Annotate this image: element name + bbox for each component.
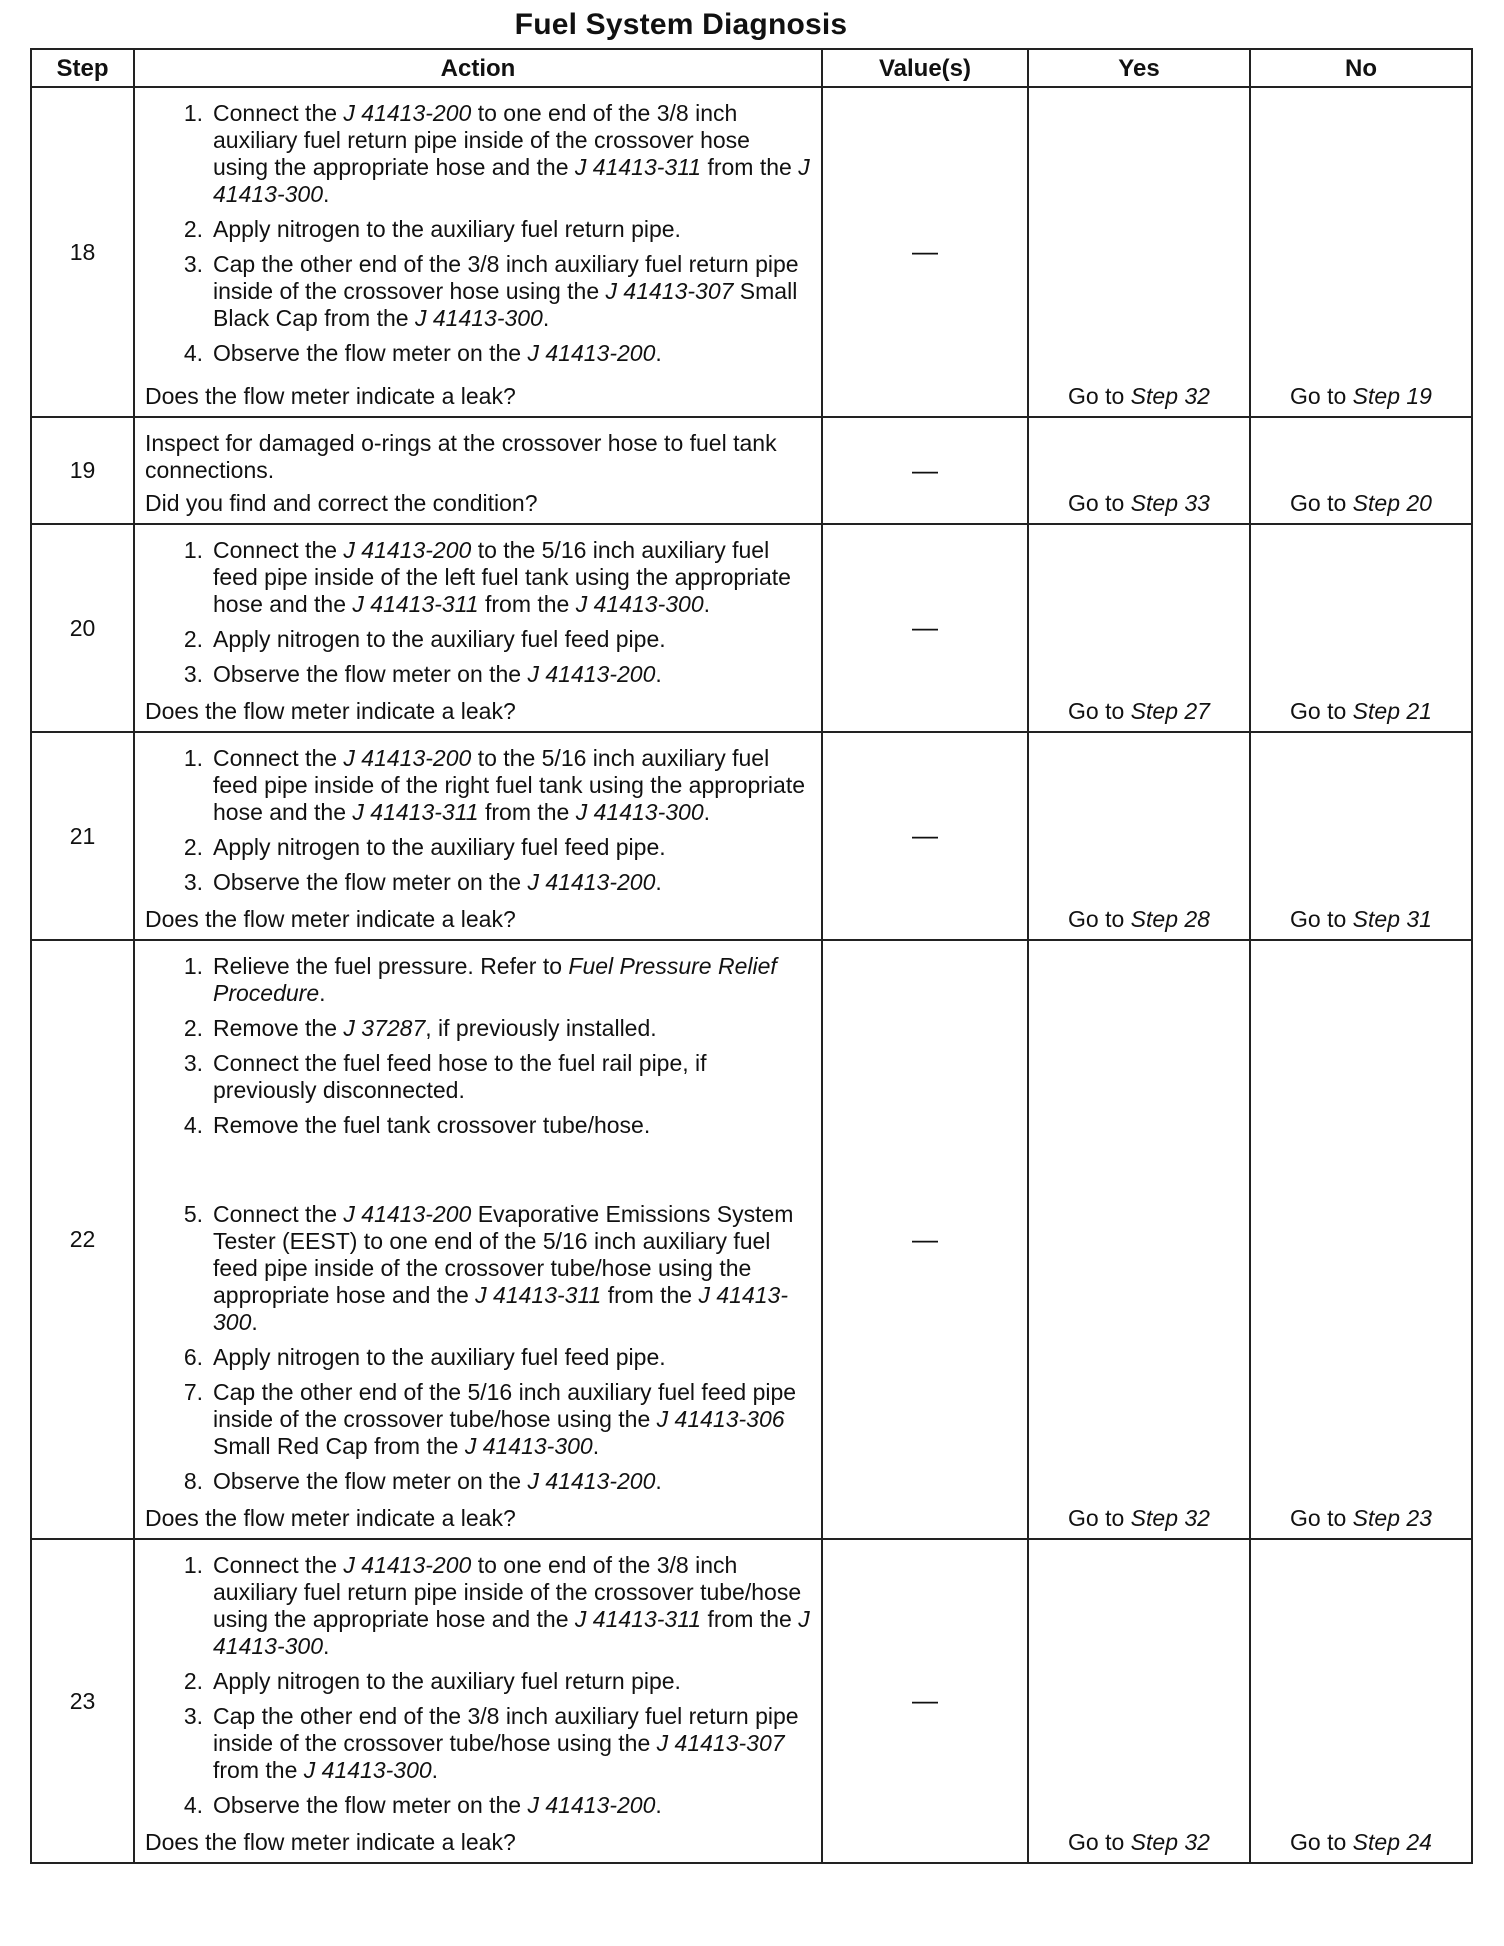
step-index: 4.: [183, 1792, 203, 1818]
tool-reference: J 41413-311: [475, 1282, 602, 1308]
procedure-list: [135, 525, 821, 688]
header-row: [31, 49, 1472, 87]
procedure-step: [135, 216, 811, 243]
step-text: Connect the J 41413-200 to one end of the 3/8 inch auxiliary fuel return pipe inside of the crossover hose using the appropriate hose and the J 41413-311 from the J 41413-300.: [213, 100, 810, 207]
action-body: [135, 1540, 821, 1827]
yes-cell: [1028, 87, 1250, 417]
procedure-step: [135, 953, 811, 1007]
tool-reference: J 41413-200: [343, 1552, 472, 1578]
action-body: [135, 941, 821, 1503]
tool-reference: J 41413-200: [527, 1792, 656, 1818]
procedure-step: [135, 1050, 811, 1104]
action-intro: Inspect for damaged o-rings at the crossover hose to fuel tank connections.: [145, 430, 777, 483]
no-cell: [1250, 524, 1472, 732]
no-cell: [1250, 87, 1472, 417]
step-index: 6.: [183, 1344, 203, 1370]
value-cell: [822, 940, 1028, 1539]
header-step: Step: [31, 49, 134, 87]
procedure-step: [135, 626, 811, 653]
tool-reference: J 41413-300: [213, 1282, 789, 1335]
procedure-step: [135, 251, 811, 332]
step-text: Observe the flow meter on the J 41413-200.: [213, 1792, 662, 1818]
value-cell: [822, 732, 1028, 940]
step-number: 21: [31, 732, 134, 940]
value-cell: [822, 524, 1028, 732]
goto-step: Step 20: [1352, 490, 1432, 516]
step-index: 7.: [183, 1379, 203, 1405]
step-index: 2.: [183, 1668, 203, 1694]
yes-cell: [1028, 1539, 1250, 1863]
tool-reference: J 41413-200: [343, 100, 472, 126]
step-index: 1.: [183, 100, 203, 126]
procedure-step: [135, 1379, 811, 1460]
goto-step: Step 32: [1130, 1505, 1210, 1531]
goto-step: Step 32: [1130, 383, 1210, 409]
yes-cell: [1028, 417, 1250, 524]
action-question: Did you find and correct the condition?: [145, 490, 538, 516]
tool-reference: J 41413-300: [575, 799, 704, 825]
header-action: Action: [134, 49, 822, 87]
step-index: 2.: [183, 216, 203, 242]
procedure-step: [135, 834, 811, 861]
no-goto: Go to Step 20: [1290, 490, 1432, 516]
step-text: Observe the flow meter on the J 41413-200.: [213, 661, 662, 687]
tool-reference: J 41413-200: [343, 1201, 472, 1227]
step-row-18: [31, 87, 1472, 417]
action-content: [135, 525, 821, 731]
step-index: 2.: [183, 626, 203, 652]
action-body: [135, 418, 821, 488]
step-text: Relieve the fuel pressure. Refer to Fuel Pressure Relief Procedure.: [213, 953, 777, 1006]
goto-step: Step 32: [1130, 1829, 1210, 1855]
action-content: [135, 418, 821, 523]
step-index: 1.: [183, 1552, 203, 1578]
step-index: 1.: [183, 953, 203, 979]
tool-reference: J 41413-307: [605, 278, 734, 304]
procedure-list: [135, 941, 821, 1495]
step-text: Connect the J 41413-200 Evaporative Emissions System Tester (EEST) to one end of the 5/16 inch auxiliary fuel feed pipe inside of the crossover tube/hose using the appropriate hose and the J 41413-311 from the J 41413-300.: [213, 1201, 794, 1335]
step-row-22: [31, 940, 1472, 1539]
tool-reference: J 41413-307: [656, 1730, 785, 1756]
step-index: 8.: [183, 1468, 203, 1494]
action-cell: [134, 1539, 822, 1863]
value-dash: —: [912, 820, 938, 850]
step-number: 18: [31, 87, 134, 417]
yes-cell: [1028, 940, 1250, 1539]
no-goto: Go to Step 24: [1290, 1829, 1432, 1855]
step-row-21: [31, 732, 1472, 940]
step-row-23: [31, 1539, 1472, 1863]
procedure-step: [135, 537, 811, 618]
procedure-step: [135, 1344, 811, 1371]
tool-reference: J 41413-300: [464, 1433, 593, 1459]
action-content: [135, 941, 821, 1538]
step-index: 3.: [183, 661, 203, 687]
no-cell: [1250, 1539, 1472, 1863]
goto-step: Step 21: [1352, 698, 1432, 724]
no-cell: [1250, 940, 1472, 1539]
tool-reference: J 41413-300: [213, 154, 810, 207]
step-index: 3.: [183, 1703, 203, 1729]
step-text: Connect the fuel feed hose to the fuel rail pipe, if previously disconnected.: [213, 1050, 707, 1103]
step-row-20: [31, 524, 1472, 732]
procedure-step: [135, 1703, 811, 1784]
step-number: 23: [31, 1539, 134, 1863]
step-index: 3.: [183, 251, 203, 277]
action-cell: [134, 87, 822, 417]
step-text: Cap the other end of the 3/8 inch auxiliary fuel return pipe inside of the crossover hose using the J 41413-307 Small Black Cap from the J 41413-300.: [213, 251, 799, 331]
step-index: 5.: [183, 1201, 203, 1227]
tool-reference: J 41413-311: [574, 1606, 702, 1632]
action-body: [135, 733, 821, 904]
tool-reference: J 41413-200: [527, 340, 656, 366]
goto-step: Step 24: [1352, 1829, 1432, 1855]
tool-reference: J 41413-300: [303, 1757, 432, 1783]
tool-reference: J 37287: [343, 1015, 426, 1041]
step-number: 19: [31, 417, 134, 524]
procedure-step: [135, 1792, 811, 1819]
tool-reference: J 41413-300: [213, 1606, 810, 1659]
step-index: 1.: [183, 537, 203, 563]
no-goto: Go to Step 19: [1290, 383, 1432, 409]
step-index: 4.: [183, 1112, 203, 1138]
action-question: Does the flow meter indicate a leak?: [145, 698, 516, 724]
step-index: 4.: [183, 340, 203, 366]
step-index: 2.: [183, 1015, 203, 1041]
procedure-step: [135, 1201, 811, 1336]
value-cell: [822, 417, 1028, 524]
step-text: Observe the flow meter on the J 41413-200.: [213, 340, 662, 366]
goto-step: Step 23: [1352, 1505, 1432, 1531]
action-body: [135, 88, 821, 375]
action-cell: [134, 732, 822, 940]
goto-step: Step 19: [1352, 383, 1432, 409]
step-text: Apply nitrogen to the auxiliary fuel feed pipe.: [213, 834, 666, 860]
procedure-step: [135, 869, 811, 896]
no-goto: Go to Step 31: [1290, 906, 1432, 932]
goto-step: Step 33: [1130, 490, 1210, 516]
goto-step: Step 27: [1130, 698, 1210, 724]
action-content: [135, 733, 821, 939]
step-text: Connect the J 41413-200 to the 5/16 inch auxiliary fuel feed pipe inside of the right fuel tank using the appropriate hose and the J 41413-311 from the J 41413-300.: [213, 745, 806, 825]
tool-reference: J 41413-306: [656, 1406, 785, 1432]
step-text: Connect the J 41413-200 to the 5/16 inch auxiliary fuel feed pipe inside of the left fuel tank using the appropriate hose and the J 41413-311 from the J 41413-300.: [213, 537, 791, 617]
procedure-step: [135, 1468, 811, 1495]
step-text: Remove the fuel tank crossover tube/hose.: [213, 1112, 651, 1138]
header-no: No: [1250, 49, 1472, 87]
action-body: [135, 525, 821, 696]
procedure-list: [135, 88, 821, 367]
tool-reference: J 41413-300: [414, 305, 543, 331]
step-text: Observe the flow meter on the J 41413-200.: [213, 1468, 662, 1494]
tool-reference: J 41413-300: [575, 591, 704, 617]
action-question: Does the flow meter indicate a leak?: [145, 906, 516, 932]
action-question: Does the flow meter indicate a leak?: [145, 1505, 516, 1531]
value-dash: —: [912, 236, 938, 266]
yes-goto: Go to Step 28: [1068, 906, 1210, 932]
yes-goto: Go to Step 32: [1068, 1505, 1210, 1531]
tool-reference: J 41413-200: [527, 869, 656, 895]
procedure-list: [135, 733, 821, 896]
tool-reference: Fuel Pressure Relief Procedure: [213, 953, 777, 1006]
yes-goto: Go to Step 33: [1068, 490, 1210, 516]
no-goto: Go to Step 23: [1290, 1505, 1432, 1531]
step-text: Remove the J 37287, if previously installed.: [213, 1015, 657, 1041]
value-dash: —: [912, 1685, 938, 1715]
page-title: Fuel System Diagnosis: [514, 8, 848, 41]
no-cell: [1250, 732, 1472, 940]
diagnosis-table: [30, 48, 1473, 1864]
step-text: Cap the other end of the 5/16 inch auxiliary fuel feed pipe inside of the crossover tube/hose using the J 41413-306 Small Red Cap from the J 41413-300.: [213, 1379, 797, 1459]
yes-cell: [1028, 732, 1250, 940]
action-cell: [134, 940, 822, 1539]
step-index: 1.: [183, 745, 203, 771]
procedure-step: [135, 1668, 811, 1695]
goto-step: Step 31: [1352, 906, 1432, 932]
yes-goto: Go to Step 32: [1068, 383, 1210, 409]
value-dash: —: [912, 1223, 938, 1254]
value-dash: —: [912, 454, 938, 485]
step-number: 22: [31, 940, 134, 1539]
action-question: Does the flow meter indicate a leak?: [145, 1829, 516, 1855]
step-text: Observe the flow meter on the J 41413-200.: [213, 869, 662, 895]
step-index: 2.: [183, 834, 203, 860]
tool-reference: J 41413-311: [574, 154, 702, 180]
tool-reference: J 41413-200: [343, 745, 472, 771]
action-cell: [134, 524, 822, 732]
tool-reference: J 41413-311: [352, 591, 479, 617]
procedure-list: [135, 1540, 821, 1819]
step-text: Cap the other end of the 3/8 inch auxiliary fuel return pipe inside of the crossover tube/hose using the J 41413-307 from the J 41413-300.: [213, 1703, 799, 1783]
tool-reference: J 41413-311: [352, 799, 479, 825]
action-question: Does the flow meter indicate a leak?: [145, 383, 516, 409]
value-cell: [822, 1539, 1028, 1863]
yes-cell: [1028, 524, 1250, 732]
step-text: Apply nitrogen to the auxiliary fuel return pipe.: [213, 216, 681, 242]
procedure-step: [135, 100, 811, 208]
value-dash: —: [912, 612, 938, 642]
no-cell: [1250, 417, 1472, 524]
step-index: 3.: [183, 1050, 203, 1076]
no-goto: Go to Step 21: [1290, 698, 1432, 724]
header-yes: Yes: [1028, 49, 1250, 87]
tool-reference: J 41413-200: [527, 1468, 656, 1494]
yes-goto: Go to Step 32: [1068, 1829, 1210, 1855]
header-values: Value(s): [822, 49, 1028, 87]
procedure-step: [135, 340, 811, 367]
step-number: 20: [31, 524, 134, 732]
tool-reference: J 41413-200: [343, 537, 472, 563]
procedure-step: [135, 1112, 811, 1139]
step-row-19: [31, 417, 1472, 524]
yes-goto: Go to Step 27: [1068, 698, 1210, 724]
action-content: [135, 1540, 821, 1862]
step-text: Apply nitrogen to the auxiliary fuel return pipe.: [213, 1668, 681, 1694]
procedure-step: [135, 745, 811, 826]
step-text: Apply nitrogen to the auxiliary fuel feed pipe.: [213, 626, 666, 652]
step-index: 3.: [183, 869, 203, 895]
action-content: [135, 88, 821, 416]
step-text: Apply nitrogen to the auxiliary fuel feed pipe.: [213, 1344, 666, 1370]
procedure-step: [135, 1015, 811, 1042]
procedure-step: [135, 661, 811, 688]
action-cell: [134, 417, 822, 524]
goto-step: Step 28: [1130, 906, 1210, 932]
value-cell: [822, 87, 1028, 417]
procedure-step: [135, 1552, 811, 1660]
tool-reference: J 41413-200: [527, 661, 656, 687]
step-text: Connect the J 41413-200 to one end of the 3/8 inch auxiliary fuel return pipe inside of the crossover tube/hose using the appropriate hose and the J 41413-311 from the J 41413-300.: [213, 1552, 810, 1659]
